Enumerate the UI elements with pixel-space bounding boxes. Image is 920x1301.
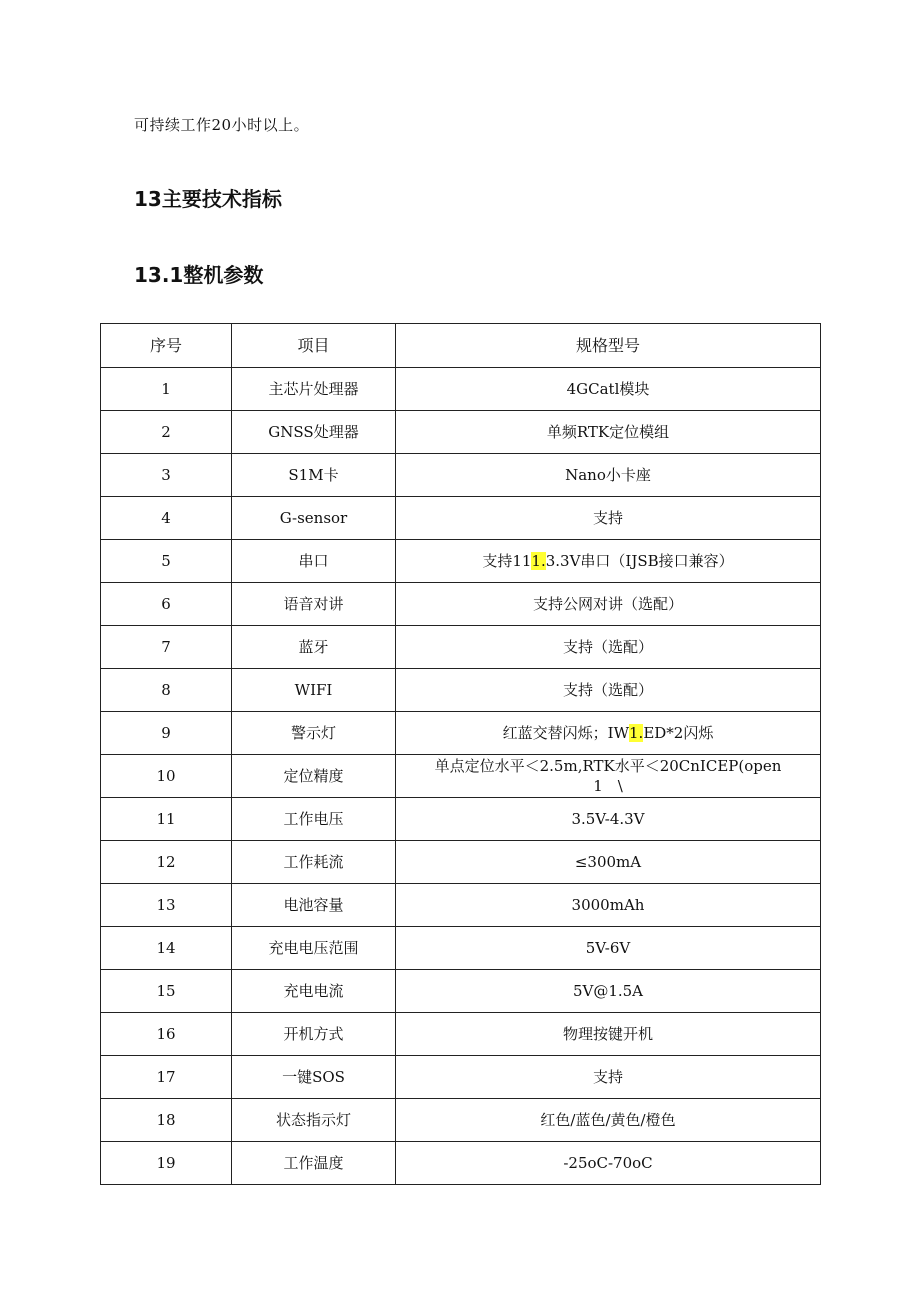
row-item: S1M卡	[232, 454, 396, 497]
row-item: 串口	[232, 540, 396, 583]
row-no: 2	[101, 411, 232, 454]
row-item: 充电电压范围	[232, 927, 396, 970]
row-spec: 支持（选配）	[396, 626, 821, 669]
row-no: 8	[101, 669, 232, 712]
row-item: 语音对讲	[232, 583, 396, 626]
row-no: 12	[101, 841, 232, 884]
row-no: 1	[101, 368, 232, 411]
row-no: 10	[101, 755, 232, 798]
row-no: 6	[101, 583, 232, 626]
row-no: 16	[101, 1013, 232, 1056]
subsection-heading: 13.1整机参数	[134, 263, 264, 287]
row-item: 电池容量	[232, 884, 396, 927]
row-spec: 支持（选配）	[396, 669, 821, 712]
table-row	[101, 540, 821, 583]
spec-line-1: 单点定位水平＜2.5m,RTK水平＜20CnICEP(open	[434, 757, 782, 775]
table-row	[101, 927, 821, 970]
table-row	[101, 1142, 821, 1185]
row-item: 工作电压	[232, 798, 396, 841]
row-spec: -25oC-70oC	[396, 1142, 821, 1185]
row-item: 充电电流	[232, 970, 396, 1013]
row-no: 7	[101, 626, 232, 669]
table-row	[101, 1056, 821, 1099]
row-no: 4	[101, 497, 232, 540]
table-row	[101, 755, 821, 798]
row-spec: 支持	[396, 497, 821, 540]
row-spec: 单频RTK定位模组	[396, 411, 821, 454]
header-row	[101, 324, 821, 368]
row-item: G-sensor	[232, 497, 396, 540]
row-spec: Nano小卡座	[396, 454, 821, 497]
row-spec: 支持公网对讲（选配）	[396, 583, 821, 626]
row-item: 工作耗流	[232, 841, 396, 884]
table-row	[101, 669, 821, 712]
row-spec	[396, 755, 821, 798]
row-item: 主芯片处理器	[232, 368, 396, 411]
table-row	[101, 970, 821, 1013]
row-no: 11	[101, 798, 232, 841]
table-row	[101, 1099, 821, 1142]
row-spec: 3.5V-4.3V	[396, 798, 821, 841]
row-spec	[396, 712, 821, 755]
spec-line-2: 1 \	[593, 777, 623, 795]
row-no: 14	[101, 927, 232, 970]
row-item: 开机方式	[232, 1013, 396, 1056]
row-spec: 红色/蓝色/黄色/橙色	[396, 1099, 821, 1142]
row-item: GNSS处理器	[232, 411, 396, 454]
header-spec: 规格型号	[396, 324, 821, 368]
row-spec: 5V-6V	[396, 927, 821, 970]
highlighted-text: 1.	[531, 552, 546, 570]
row-item: 状态指示灯	[232, 1099, 396, 1142]
table-row	[101, 368, 821, 411]
row-spec: 4GCatl模块	[396, 368, 821, 411]
spec-table	[100, 323, 821, 1185]
row-no: 17	[101, 1056, 232, 1099]
row-item: 一键SOS	[232, 1056, 396, 1099]
row-spec: 物理按键开机	[396, 1013, 821, 1056]
header-no: 序号	[101, 324, 232, 368]
row-no: 9	[101, 712, 232, 755]
row-no: 15	[101, 970, 232, 1013]
spec-text-part: 红蓝交替闪烁；IW	[502, 724, 629, 742]
row-item: 警示灯	[232, 712, 396, 755]
table-row	[101, 497, 821, 540]
section-heading: 13主要技术指标	[134, 187, 282, 211]
table-row	[101, 411, 821, 454]
table-row	[101, 798, 821, 841]
table-row	[101, 841, 821, 884]
spec-text-part: 支持11	[482, 552, 532, 570]
row-no: 19	[101, 1142, 232, 1185]
row-no: 13	[101, 884, 232, 927]
row-spec: 3000mAh	[396, 884, 821, 927]
row-spec: 支持	[396, 1056, 821, 1099]
row-no: 3	[101, 454, 232, 497]
row-spec	[396, 540, 821, 583]
row-no: 5	[101, 540, 232, 583]
row-spec: 5V@1.5A	[396, 970, 821, 1013]
table-row	[101, 712, 821, 755]
table-row	[101, 583, 821, 626]
row-spec: ≤300mA	[396, 841, 821, 884]
row-item: 蓝牙	[232, 626, 396, 669]
table-row	[101, 884, 821, 927]
row-item: 工作温度	[232, 1142, 396, 1185]
row-item: WIFI	[232, 669, 396, 712]
spec-table-body	[101, 368, 821, 1185]
spec-text-part: ED*2闪烁	[643, 724, 714, 742]
highlighted-text: 1.	[629, 724, 644, 742]
table-row	[101, 1013, 821, 1056]
table-row	[101, 454, 821, 497]
spec-text-part: 3.3V串口（IJSB接口兼容）	[545, 552, 734, 570]
table-row	[101, 626, 821, 669]
row-no: 18	[101, 1099, 232, 1142]
header-item: 项目	[232, 324, 396, 368]
row-item: 定位精度	[232, 755, 396, 798]
spec-table-header	[101, 324, 821, 368]
intro-paragraph: 可持续工作20小时以上。	[134, 116, 310, 134]
